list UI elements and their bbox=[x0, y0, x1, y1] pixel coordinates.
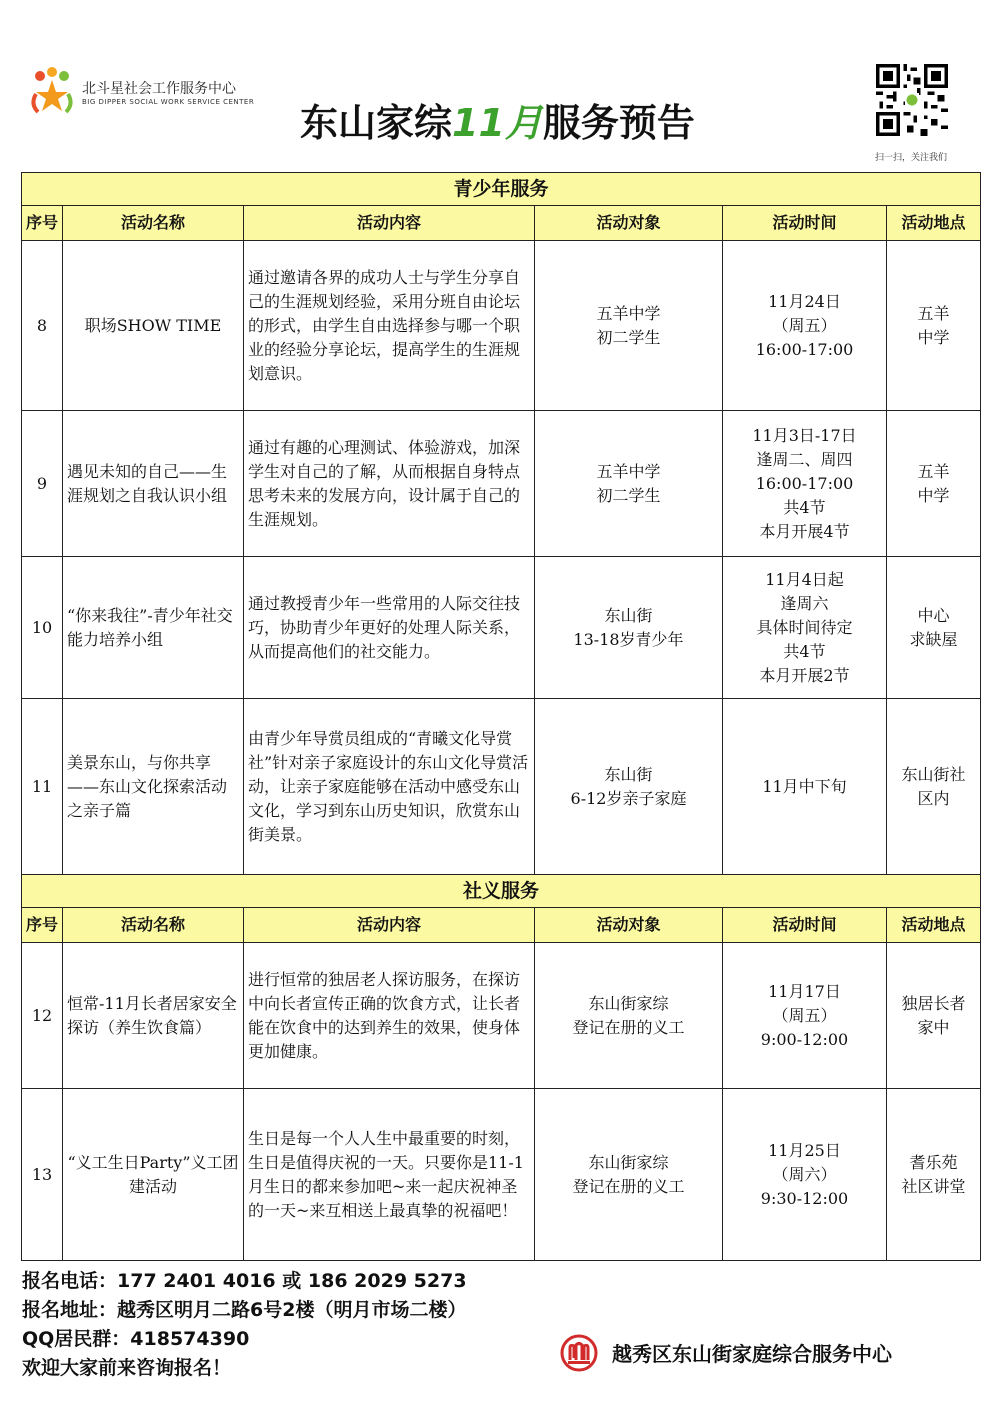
activity-time: 11月3日-17日 逢周二、周四 16:00-17:00 共4节 本月开展4节 bbox=[723, 411, 887, 557]
row-number: 10 bbox=[22, 557, 63, 699]
qq-group: QQ居民群：418574390 bbox=[22, 1328, 250, 1350]
column-header: 活动对象 bbox=[535, 908, 723, 943]
activity-target: 东山街 13-18岁青少年 bbox=[535, 557, 723, 699]
activity-name: “你来我往”-青少年社交能力培养小组 bbox=[63, 557, 244, 699]
title-prefix: 东山家综 bbox=[300, 101, 453, 145]
table-row bbox=[22, 411, 981, 557]
column-header: 活动内容 bbox=[244, 206, 535, 241]
activity-place: 五羊 中学 bbox=[887, 411, 981, 557]
activity-content: 生日是每一个人人生中最重要的时刻，生日是值得庆祝的一天。只要你是11-1月生日的都来参加吧~来一起庆祝神圣的一天~来互相送上最真挚的祝福吧！ bbox=[244, 1089, 535, 1261]
activity-place: 东山街社 区内 bbox=[887, 699, 981, 875]
column-header: 活动对象 bbox=[535, 206, 723, 241]
service-table bbox=[21, 172, 981, 1261]
column-header: 活动名称 bbox=[63, 206, 244, 241]
activity-time: 11月24日 （周五） 16:00-17:00 bbox=[723, 241, 887, 411]
activity-place: 独居长者 家中 bbox=[887, 943, 981, 1089]
activity-name: 恒常-11月长者居家安全探访（养生饮食篇） bbox=[63, 943, 244, 1089]
column-header-row bbox=[22, 908, 981, 943]
star-people-logo-icon bbox=[26, 64, 78, 116]
organization-name: 越秀区东山街家庭综合服务中心 bbox=[612, 1342, 892, 1366]
organization-footer bbox=[560, 1334, 980, 1374]
table-row bbox=[22, 1089, 981, 1261]
table-row bbox=[22, 699, 981, 875]
activity-content: 由青少年导赏员组成的“青曦文化导赏社”针对亲子家庭设计的东山文化导赏活动，让亲子家庭能够在活动中感受东山文化，学习到东山历史知识，欣赏东山街美景。 bbox=[244, 699, 535, 875]
activity-target: 五羊中学 初二学生 bbox=[535, 411, 723, 557]
title-suffix: 服务预告 bbox=[542, 101, 695, 145]
section-header-youth bbox=[22, 173, 981, 206]
activity-name: 遇见未知的自己——生涯规划之自我认识小组 bbox=[63, 411, 244, 557]
column-header: 活动时间 bbox=[723, 206, 887, 241]
title-month: 11月 bbox=[452, 101, 543, 145]
qr-code-icon bbox=[876, 64, 948, 136]
activity-name: 职场SHOW TIME bbox=[63, 241, 244, 411]
activity-content: 进行恒常的独居老人探访服务，在探访中向长者宣传正确的饮食方式，让长者能在饮食中的达到养生的效果，使身体更加健康。 bbox=[244, 943, 535, 1089]
section-title: 青少年服务 bbox=[22, 173, 981, 206]
signup-address: 报名地址：越秀区明月二路6号2楼（明月市场二楼） bbox=[22, 1299, 467, 1321]
activity-target: 东山街家综 登记在册的义工 bbox=[535, 1089, 723, 1261]
column-header-row bbox=[22, 206, 981, 241]
column-header: 活动名称 bbox=[63, 908, 244, 943]
section-header-volunteer bbox=[22, 875, 981, 908]
activity-place: 五羊 中学 bbox=[887, 241, 981, 411]
row-number: 13 bbox=[22, 1089, 63, 1261]
welcome-text: 欢迎大家前来咨询报名！ bbox=[22, 1357, 232, 1379]
activity-place: 中心 求缺屋 bbox=[887, 557, 981, 699]
family-service-center-logo-icon bbox=[560, 1334, 598, 1372]
logo-chinese-name: 北斗星社会工作服务中心 bbox=[82, 81, 236, 97]
activity-time: 11月25日 （周六） 9:30-12:00 bbox=[723, 1089, 887, 1261]
activity-content: 通过教授青少年一些常用的人际交往技巧，协助青少年更好的处理人际关系，从而提高他们的社交能力。 bbox=[244, 557, 535, 699]
activity-time: 11月中下旬 bbox=[723, 699, 887, 875]
column-header: 活动地点 bbox=[887, 206, 981, 241]
logo-english-name: BIG DIPPER SOCIAL WORK SERVICE CENTER bbox=[82, 98, 255, 106]
activity-target: 东山街 6-12岁亲子家庭 bbox=[535, 699, 723, 875]
activity-place: 耆乐苑 社区讲堂 bbox=[887, 1089, 981, 1261]
qr-caption: 扫一扫，关注我们 bbox=[874, 153, 947, 163]
activity-name: “义工生日Party”义工团建活动 bbox=[63, 1089, 244, 1261]
activity-time: 11月17日 （周五） 9:00-12:00 bbox=[723, 943, 887, 1089]
page-title bbox=[300, 92, 695, 145]
activity-content: 通过有趣的心理测试、体验游戏，加深学生对自己的了解，从而根据自身特点思考未来的发展方向，设计属于自己的生涯规划。 bbox=[244, 411, 535, 557]
table-row bbox=[22, 943, 981, 1089]
table-row bbox=[22, 557, 981, 699]
row-number: 11 bbox=[22, 699, 63, 875]
activity-time: 11月4日起 逢周六 具体时间待定 共4节 本月开展2节 bbox=[723, 557, 887, 699]
column-header: 活动时间 bbox=[723, 908, 887, 943]
activity-content: 通过邀请各界的成功人士与学生分享自己的生涯规划经验，采用分班自由论坛的形式，由学生自由选择参与哪一个职业的经验分享论坛，提高学生的生涯规划意识。 bbox=[244, 241, 535, 411]
row-number: 9 bbox=[22, 411, 63, 557]
column-header: 活动地点 bbox=[887, 908, 981, 943]
signup-phone: 报名电话：177 2401 4016 或 186 2029 5273 bbox=[22, 1270, 467, 1292]
table-row bbox=[22, 241, 981, 411]
big-dipper-logo bbox=[26, 64, 276, 116]
activity-target: 五羊中学 初二学生 bbox=[535, 241, 723, 411]
column-header: 序号 bbox=[22, 206, 63, 241]
page-header bbox=[0, 0, 1000, 172]
row-number: 8 bbox=[22, 241, 63, 411]
activity-name: 美景东山，与你共享——东山文化探索活动之亲子篇 bbox=[63, 699, 244, 875]
column-header: 序号 bbox=[22, 908, 63, 943]
activity-target: 东山街家综 登记在册的义工 bbox=[535, 943, 723, 1089]
section-title: 社义服务 bbox=[22, 875, 981, 908]
row-number: 12 bbox=[22, 943, 63, 1089]
column-header: 活动内容 bbox=[244, 908, 535, 943]
